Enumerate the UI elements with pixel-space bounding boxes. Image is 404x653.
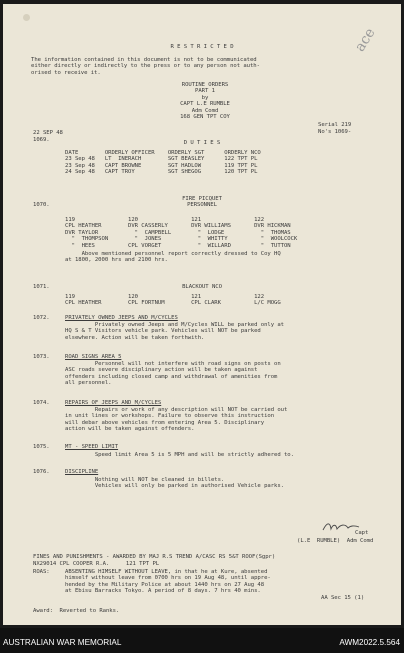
order-body: Personnel will not interfere with road signs on posts on ASC roads severe disciplinary action will be taken against offenders including closed camp and withdrawal of amenities from all personnel. bbox=[65, 361, 281, 387]
fines-soldier: NX29014 CPL COOPER R.A. 121 TPT PL bbox=[33, 561, 160, 567]
classification-heading: R E S T R I C T E D bbox=[170, 44, 234, 50]
order-body: Speed limit Area 5 is 5 MPH and will be strictly adhered to. bbox=[65, 452, 294, 458]
pencil-annotation: ace bbox=[351, 25, 379, 55]
order-title: DISCIPLINE bbox=[65, 469, 99, 475]
blackout-nco-table: 119 120 121 122 CPL HEATHER CPL FORTNUM CPL CLARK L/C MOGG bbox=[65, 294, 281, 307]
order-body: Nothing will NOT be cleaned in billets. Vehicles will only be parked in authorised Vehicle parks. bbox=[94, 477, 284, 490]
signature-rank: Capt bbox=[355, 530, 369, 536]
footer-accession-number: AWM2022.5.564 bbox=[339, 638, 400, 647]
document-page bbox=[3, 4, 401, 625]
signature-name: (L.E RUMBLE) Adm Comd bbox=[297, 538, 374, 544]
order-title: FIRE PICQUET PERSONNEL bbox=[182, 196, 222, 209]
order-body: Privately owned Jeeps and M/Cycles WILL be parked only at HQ S & T Visitors vehicle park. Vehicles will NOT be parked elsewhere. Action will be taken forthwith. bbox=[65, 322, 284, 341]
fines-act: AA Sec 15 (1) bbox=[321, 595, 365, 601]
serial-number: Serial 219 bbox=[318, 122, 352, 128]
order-number: 1076. bbox=[33, 469, 50, 475]
order-title: ROAD SIGNS AREA 5 bbox=[65, 354, 122, 360]
order-number: 1070. bbox=[33, 202, 50, 208]
order-number: 1072. bbox=[33, 315, 50, 321]
fines-charge: ABSENTING HIMSELF WITHOUT LEAVE, in that he at Kure, absented himself without leave from 0700 hrs on 19 Aug 48, until appre- hended by the Military Police at about 1440 hrs on 27 Aug 48 at Ebisu Barracks Tokyo. A period of 8 days. 7 hrs 40 mins. bbox=[65, 569, 271, 595]
order-number: 1071. bbox=[33, 284, 50, 290]
restriction-notice: The information contained in this document is not to be communicated either directly or indirectly to the press or to any person not auth- orised to receive it. bbox=[31, 57, 260, 76]
footer-institution: AUSTRALIAN WAR MEMORIAL bbox=[3, 638, 122, 647]
order-title: D U T I E S bbox=[183, 140, 221, 146]
order-title: PRIVATELY OWNED JEEPS AND M/CYCLES bbox=[65, 315, 178, 321]
order-number: 1069. bbox=[33, 137, 50, 143]
order-number: 1074. bbox=[33, 400, 50, 406]
archive-footer bbox=[0, 628, 404, 653]
order-body: Repairs or work of any description will NOT be carried out in unit lines or workshops. Failure to observe this instruction will debar above vehicles from entering Area 5. Disciplinary action will be taken against offenders. bbox=[65, 407, 288, 433]
order-body: Above mentioned personnel report correctly dressed to Coy HQ at 1800, 2000 hrs and 2100 hrs. bbox=[65, 251, 281, 264]
fines-charge-label: ROAS: bbox=[33, 569, 50, 575]
order-number: 1073. bbox=[33, 354, 50, 360]
fines-header: FINES AND PUNISHMENTS - AWARDED BY MAJ R.S TREND A/CASC RS 5&T ROOF(Sgpr) bbox=[33, 554, 276, 560]
fire-picquet-table: 119 120 121 122 CPL HEATHER DVR CASSERLY DVR WILLIAMS DVR HICKMAN DVR TAYLOR " CAMPBELL " LODGE " THOMAS " THOMPSON " JONES " WHITTY " WOOLCOCK " HEES CPL VORGET " WILLARD " TUTTON bbox=[65, 217, 298, 249]
order-number: 1075. bbox=[33, 444, 50, 450]
order-numbers: No's 1069- bbox=[318, 129, 352, 135]
orders-title: ROUTINE ORDERS PART 1 by CAPT L.E RUMBLE Adm Comd 168 GEN TPT COY bbox=[180, 82, 230, 121]
fines-award: Award: Reverted to Ranks. bbox=[33, 608, 120, 614]
punch-hole bbox=[23, 14, 30, 21]
order-date: 22 SEP 48 bbox=[33, 130, 63, 136]
order-title: REPAIRS OF JEEPS AND M/CYCLES bbox=[65, 400, 162, 406]
duties-table: DATE ORDERLY OFFICER ORDERLY SGT ORDERLY NCO 23 Sep 48 LT INERACH SGT BEASLEY 122 TPT PL 23 Sep 48 CAPT BROWNE SGT HADLOW 119 TPT PL 24 Sep 48 CAPT TROY SGT SHEGOG 120 TPT PL bbox=[65, 150, 261, 176]
order-title: MT - SPEED LIMIT bbox=[65, 444, 119, 450]
order-title: BLACKOUT NCO bbox=[182, 284, 222, 290]
